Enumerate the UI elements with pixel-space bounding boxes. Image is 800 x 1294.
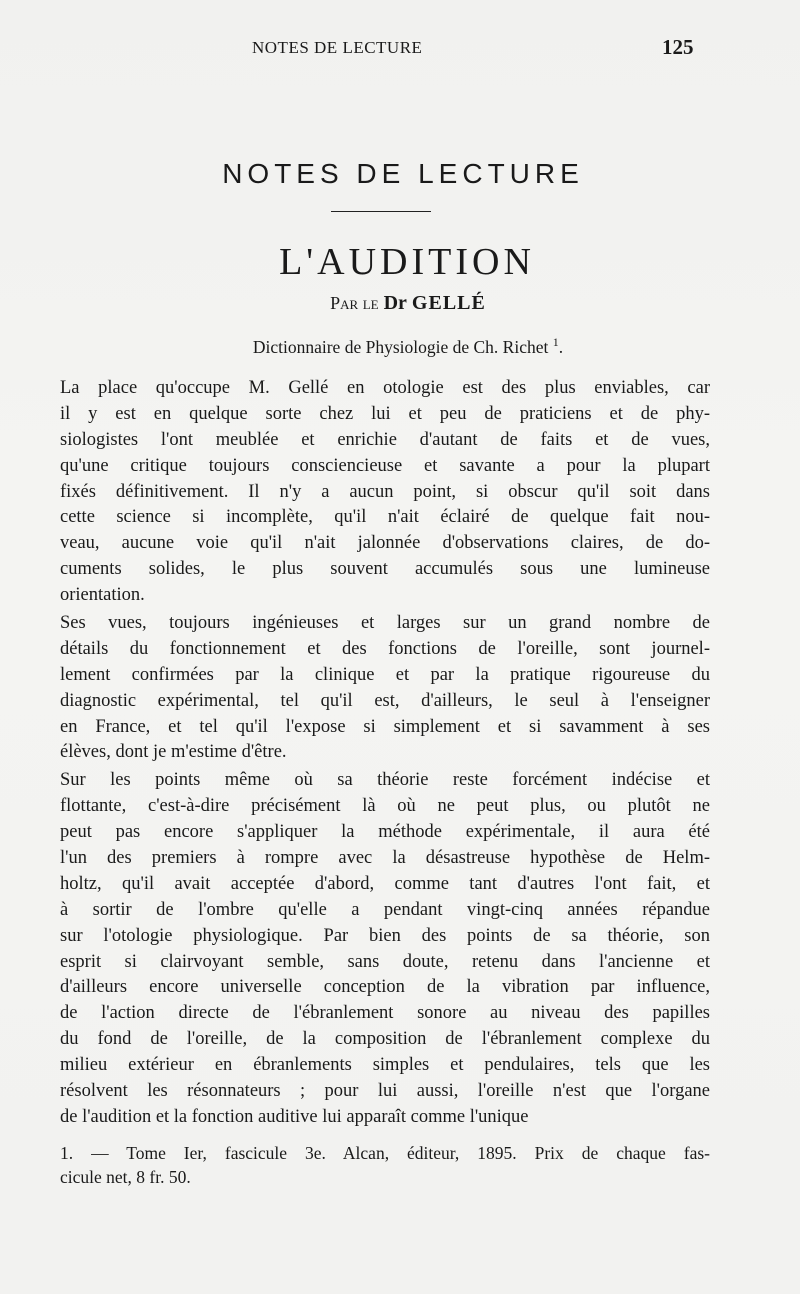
text-line: d'ailleurs encore universelle conception de la vibration par influence, — [60, 977, 710, 998]
text-line: en France, et tel qu'il l'expose si simplement et si savamment à ses — [60, 716, 710, 737]
text-line: Ses vues, toujours ingénieuses et larges sur un grand nombre de — [60, 613, 710, 634]
text-line: siologistes l'ont meublée et enrichie d'autant de faits et de vues, — [60, 429, 710, 450]
source-citation — [0, 335, 800, 358]
byline — [0, 292, 800, 315]
text-line: cuments solides, le plus souvent accumulés sous une lumineuse — [60, 559, 710, 580]
text-line: holtz, qu'il avait acceptée d'abord, comme tant d'autres l'ont fait, et — [60, 873, 710, 894]
running-head-title: NOTES DE LECTURE — [252, 38, 423, 57]
title-rule — [331, 211, 431, 212]
text-line: de l'audition et la fonction auditive lui apparaît comme l'unique — [60, 1106, 529, 1127]
text-line: à sortir de l'ombre qu'elle a pendant vingt-cinq années répandue — [60, 899, 710, 920]
footnote-line: cicule net, 8 fr. 50. — [60, 1167, 191, 1187]
text-line: diagnostic expérimental, tel qu'il est, d'ailleurs, le seul à l'enseigner — [60, 690, 710, 711]
byline-author: GELLÉ — [411, 292, 486, 314]
running-head — [0, 35, 800, 66]
article-title: L'AUDITION — [279, 241, 535, 283]
page-number: 125 — [662, 35, 694, 59]
text-line: Sur les points même où sa théorie reste forcément indécise et — [60, 770, 710, 791]
byline-dr — [384, 292, 407, 314]
text-line: La place qu'occupe M. Gellé en otologie est des plus enviables, car — [60, 378, 710, 398]
text-line: cette science si incomplète, qu'il n'ait éclairé de quelque fait nou- — [60, 507, 710, 528]
text-line: veau, aucune voie qu'il n'ait jalonnée d'observations claires, de do- — [60, 533, 710, 554]
text-line: l'un des premiers à rompre avec la désastreuse hypothèse de Helm- — [60, 848, 710, 869]
text-line: détails du fonctionnement et des fonctions de l'oreille, sont journel- — [60, 638, 710, 659]
byline-dr-text: Dr — [383, 292, 407, 314]
text-line: il y est en quelque sorte chez lui et peu de praticiens et de phy- — [60, 403, 710, 424]
text-line: orientation. — [60, 585, 145, 606]
body-text — [60, 376, 710, 1131]
text-line: résolvent les résonnateurs ; pour lui aussi, l'oreille n'est que l'organe — [60, 1081, 710, 1102]
text-line: qu'une critique toujours consciencieuse et savante a pour la plupart — [60, 455, 710, 476]
text-line: lement confirmées par la clinique et par la pratique rigoureuse du — [60, 664, 710, 685]
source-end: . — [558, 336, 564, 357]
text-line: flottante, c'est-à-dire précisément là où ne peut plus, ou plutôt ne — [60, 796, 710, 817]
footnote-line: 1. — Tome Ier, fascicule 3e. Alcan, éditeur, 1895. Prix de chaque fas- — [60, 1143, 710, 1163]
footnote — [60, 1141, 710, 1189]
footnote-marker: 1 — [552, 335, 559, 349]
section-title: NOTES DE LECTURE — [222, 158, 584, 189]
source-text: Dictionnaire de Physiologie de Ch. Richet — [252, 336, 549, 357]
text-line: peut pas encore s'appliquer la méthode expérimentale, il aura été — [60, 822, 710, 843]
text-line: du fond de l'oreille, de la composition de l'ébranlement complexe du — [60, 1029, 710, 1050]
byline-par: Par le — [330, 293, 379, 313]
text-line: fixés définitivement. Il n'y a aucun point, si obscur qu'il soit dans — [60, 481, 710, 502]
text-line: élèves, dont je m'estime d'être. — [60, 742, 287, 763]
text-line: sur l'otologie physiologique. Par bien des points de sa théorie, son — [60, 925, 710, 946]
text-line: de l'action directe de l'ébranlement sonore au niveau des papilles — [60, 1003, 710, 1024]
text-line: esprit si clairvoyant semble, sans doute, retenu dans l'ancienne et — [60, 951, 710, 972]
text-line: milieu extérieur en ébranlements simples et pendulaires, tels que les — [60, 1055, 710, 1076]
